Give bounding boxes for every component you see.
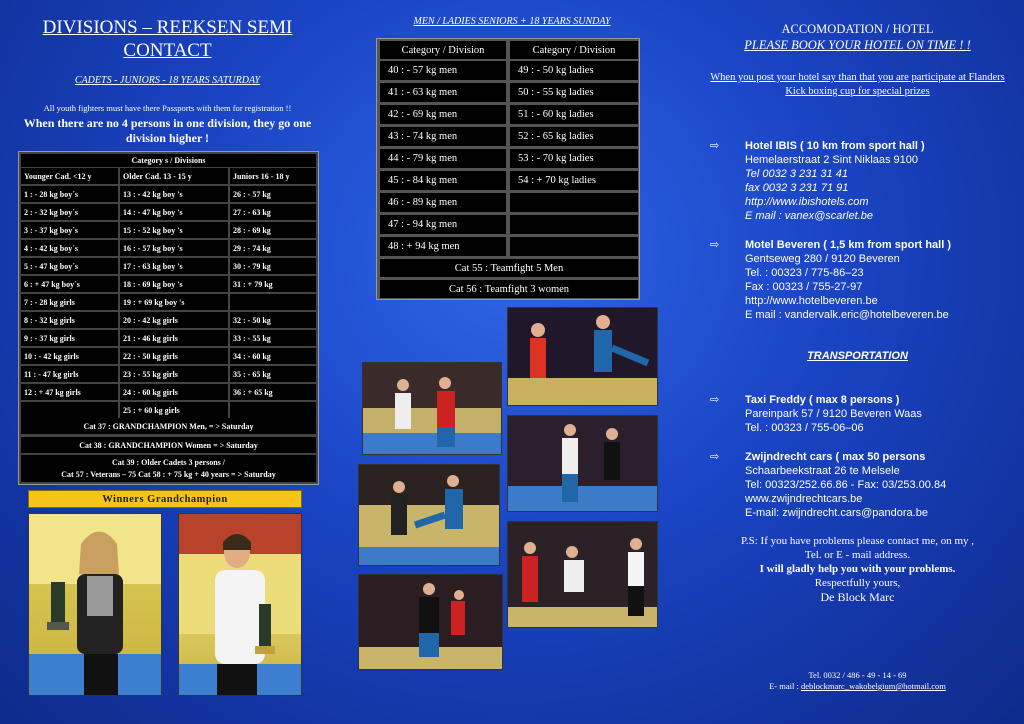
motel-beveren-email[interactable]: E mail : vandervalk.eric@hotelbeveren.be [745, 309, 949, 321]
zwijndrecht-cars-web[interactable]: www.zwijndrechtcars.be [745, 493, 863, 505]
division-cell: 11 : - 47 kg girls [21, 366, 118, 382]
arrow-right-icon: ⇨ [710, 140, 720, 152]
division-cell: 14 : - 47 kg boy 's [120, 204, 228, 220]
division-cell: 47 : - 94 kg men [380, 215, 506, 234]
division-rule: When there are no 4 persons in one division, they go one division higher ! [23, 116, 312, 145]
division-cell: 42 : - 69 kg men [380, 105, 506, 124]
hotel-ibis-name: Hotel IBIS ( 10 km from sport hall ) [745, 140, 925, 152]
motel-beveren-tel: Tel. : 00323 / 775-86–23 [745, 267, 864, 279]
photo-woman-champion [28, 513, 162, 696]
photo-fight-2 [362, 362, 502, 455]
division-cell [230, 294, 316, 310]
motel-beveren-web[interactable]: http://www.hotelbeveren.be [745, 295, 878, 307]
division-cell: 54 : + 70 kg ladies [510, 171, 638, 190]
cat55-row: Cat 55 : Teamfight 5 Men [380, 259, 638, 277]
motel-beveren-address: Gentseweg 280 / 9120 Beveren [745, 253, 900, 265]
seniors-heading: MEN / LADIES SENIORS + 18 YEARS SUNDAY [413, 16, 611, 27]
division-cell: 12 : + 47 kg girls [21, 384, 118, 400]
division-cell: 43 : - 74 kg men [380, 127, 506, 146]
accommodation-title [700, 21, 1015, 53]
division-cell: 2 : - 32 kg boy´s [21, 204, 118, 220]
ps-line-1: P.S: If you have problems please contact me, on my , [740, 535, 975, 547]
photo-fight-6 [358, 574, 503, 670]
ps-line-4: Respectfully yours, [814, 577, 901, 589]
zwijndrecht-cars-tel: Tel: 00323/252.66.86 - Fax: 03/253.00.84 [745, 479, 947, 491]
photo-man-champion [178, 513, 302, 696]
division-cell: 40 : - 57 kg men [380, 61, 506, 80]
hotel-prize-note: When you post your hotel say than that you are participate at Flanders Kick boxing cup for special prizes [710, 72, 1005, 97]
motel-beveren-fax: Fax : 00323 / 755-27-97 [745, 281, 863, 293]
division-cell: 34 : - 60 kg [230, 348, 316, 364]
division-cell: 29 : - 74 kg [230, 240, 316, 256]
hotel-ibis-address: Hemelaerstraat 2 Sint Niklaas 9100 [745, 154, 919, 166]
division-cell: 5 : - 47 kg boy´s [21, 258, 118, 274]
division-cell: 27 : - 63 kg [230, 204, 316, 220]
division-cell: 19 : + 69 kg boy 's [120, 294, 228, 310]
taxi-freddy-name: Taxi Freddy ( max 8 persons ) [745, 394, 900, 406]
cat37-row: Cat 37 : GRANDCHAMPION Men, = > Saturday [21, 418, 316, 434]
cat38-row: Cat 38 : GRANDCHAMPION Women = > Saturday [21, 437, 316, 453]
arrow-right-icon: ⇨ [710, 451, 720, 463]
hotel-ibis-fax: fax 0032 3 231 71 91 [745, 182, 849, 194]
division-cell: 53 : - 70 kg ladies [510, 149, 638, 168]
col-header-older: Older Cad. 13 - 15 y [120, 168, 228, 184]
division-cell: 17 : - 63 kg boy 's [120, 258, 228, 274]
division-cell: 44 : - 79 kg men [380, 149, 506, 168]
arrow-right-icon: ⇨ [710, 239, 720, 251]
division-cell: 16 : - 57 kg boy 's [120, 240, 228, 256]
division-cell: 45 : - 84 kg men [380, 171, 506, 190]
division-cell: 23 : - 55 kg girls [120, 366, 228, 382]
division-cell: 18 : - 69 kg boy 's [120, 276, 228, 292]
division-cell: 1 : - 28 kg boy´s [21, 186, 118, 202]
division-cell: 25 : + 60 kg girls [120, 402, 228, 418]
contact-email-label: E- mail : [769, 681, 801, 691]
cat39-line1: Cat 39 : Older Cadets 3 persons / [112, 457, 225, 467]
page-title: DIVISIONS – REEKSEN SEMI CONTACT [42, 17, 293, 61]
hotel-ibis-web[interactable]: http://www.ibishotels.com [745, 196, 869, 208]
division-cell: 49 : - 50 kg ladies [510, 61, 638, 80]
division-cell: 52 : - 65 kg ladies [510, 127, 638, 146]
division-cell: 22 : - 50 kg girls [120, 348, 228, 364]
division-cell: 30 : - 79 kg [230, 258, 316, 274]
division-cell: 4 : - 42 kg boy´s [21, 240, 118, 256]
division-cell [510, 237, 638, 256]
hotel-ibis-email[interactable]: E mail : vanex@scarlet.be [745, 210, 873, 222]
division-cell: 20 : - 42 kg girls [120, 312, 228, 328]
division-cell [230, 402, 316, 418]
division-cell: 21 : - 46 kg girls [120, 330, 228, 346]
col-header-juniors: Juniors 16 - 18 y [230, 168, 316, 184]
division-cell: 26 : - 57 kg [230, 186, 316, 202]
photo-fight-5 [507, 521, 658, 628]
book-hotel-notice: PLEASE BOOK YOUR HOTEL ON TIME ! ! [744, 38, 971, 52]
taxi-freddy-address: Pareinpark 57 / 9120 Beveren Waas [745, 408, 922, 420]
table-header: Category s / Divisions [21, 154, 316, 167]
division-cell: 8 : - 32 kg girls [21, 312, 118, 328]
division-cell: 33 : - 55 kg [230, 330, 316, 346]
division-cell: 15 : - 52 kg boy 's [120, 222, 228, 238]
division-cell: 31 : + 79 kg [230, 276, 316, 292]
division-cell: 9 : - 37 kg girls [21, 330, 118, 346]
cat39-row [21, 455, 316, 482]
zwijndrecht-cars-address: Schaarbeekstraat 26 te Melsele [745, 465, 900, 477]
zwijndrecht-cars-email[interactable]: E-mail: zwijndrecht.cars@pandora.be [745, 507, 928, 519]
division-cell: 32 : - 50 kg [230, 312, 316, 328]
division-cell: 48 : + 94 kg men [380, 237, 506, 256]
ps-line-3: I will gladly help you with your problems. [759, 563, 956, 575]
taxi-freddy-tel: Tel. : 00323 / 755-06–06 [745, 422, 864, 434]
accommodation-heading: ACCOMODATION / HOTEL [781, 22, 934, 36]
division-cell: 3 : - 37 kg boy´s [21, 222, 118, 238]
ps-signature: De Block Marc [820, 590, 895, 604]
ps-line-2: Tel. or E - mail address. [804, 549, 911, 561]
division-cell: 35 : - 65 kg [230, 366, 316, 382]
col-header-younger: Younger Cad. <12 y [21, 168, 118, 184]
photo-fight-3 [507, 415, 658, 512]
winners-banner: Winners Grandchampion [28, 490, 302, 508]
division-cell: 10 : - 42 kg girls [21, 348, 118, 364]
division-cell [510, 215, 638, 234]
photo-fight-4 [358, 464, 500, 566]
division-cell: 7 : - 28 kg girls [21, 294, 118, 310]
transportation-heading: TRANSPORTATION [807, 350, 908, 362]
division-cell: 41 : - 63 kg men [380, 83, 506, 102]
arrow-right-icon: ⇨ [710, 394, 720, 406]
division-cell: 24 : - 60 kg girls [120, 384, 228, 400]
hotel-ibis-tel: Tel 0032 3 231 31 41 [745, 168, 848, 180]
division-cell: 36 : + 65 kg [230, 384, 316, 400]
cat39-line2: Cat 57 : Veterans – 75 Cat 58 : + 75 kg + 40 years = > Saturday [61, 469, 276, 479]
division-cell: 28 : - 69 kg [230, 222, 316, 238]
cadets-division-table [18, 151, 319, 485]
passport-note: All youth fighters must have there Passports with them for registration !! [43, 103, 292, 113]
col-header-ladies: Category / Division [510, 41, 638, 59]
division-cell: 6 : + 47 kg boy´s [21, 276, 118, 292]
motel-beveren-name: Motel Beveren ( 1,5 km from sport hall ) [745, 239, 951, 251]
zwijndrecht-cars-name: Zwijndrecht cars ( max 50 persons [745, 451, 926, 463]
division-cell: 13 : - 42 kg boy 's [120, 186, 228, 202]
division-cell [510, 193, 638, 212]
col-header-men: Category / Division [380, 41, 506, 59]
postscript [700, 534, 1015, 604]
contact-tel: Tel. 0032 / 486 - 49 - 14 - 69 [808, 670, 907, 680]
photo-fight-1 [507, 307, 658, 406]
seniors-division-table [376, 38, 640, 300]
division-cell: 50 : - 55 kg ladies [510, 83, 638, 102]
cat56-row: Cat 56 : Teamfight 3 women [380, 280, 638, 298]
division-cell [21, 402, 118, 418]
division-cell: 51 : - 60 kg ladies [510, 105, 638, 124]
cadets-subtitle: CADETS - JUNIORS - 18 YEARS SATURDAY [74, 75, 261, 86]
division-cell: 46 : - 89 kg men [380, 193, 506, 212]
contact-email-link[interactable]: deblockmarc_wakobelgium@hotmail.com [800, 681, 946, 691]
contact-footer [700, 670, 1015, 692]
